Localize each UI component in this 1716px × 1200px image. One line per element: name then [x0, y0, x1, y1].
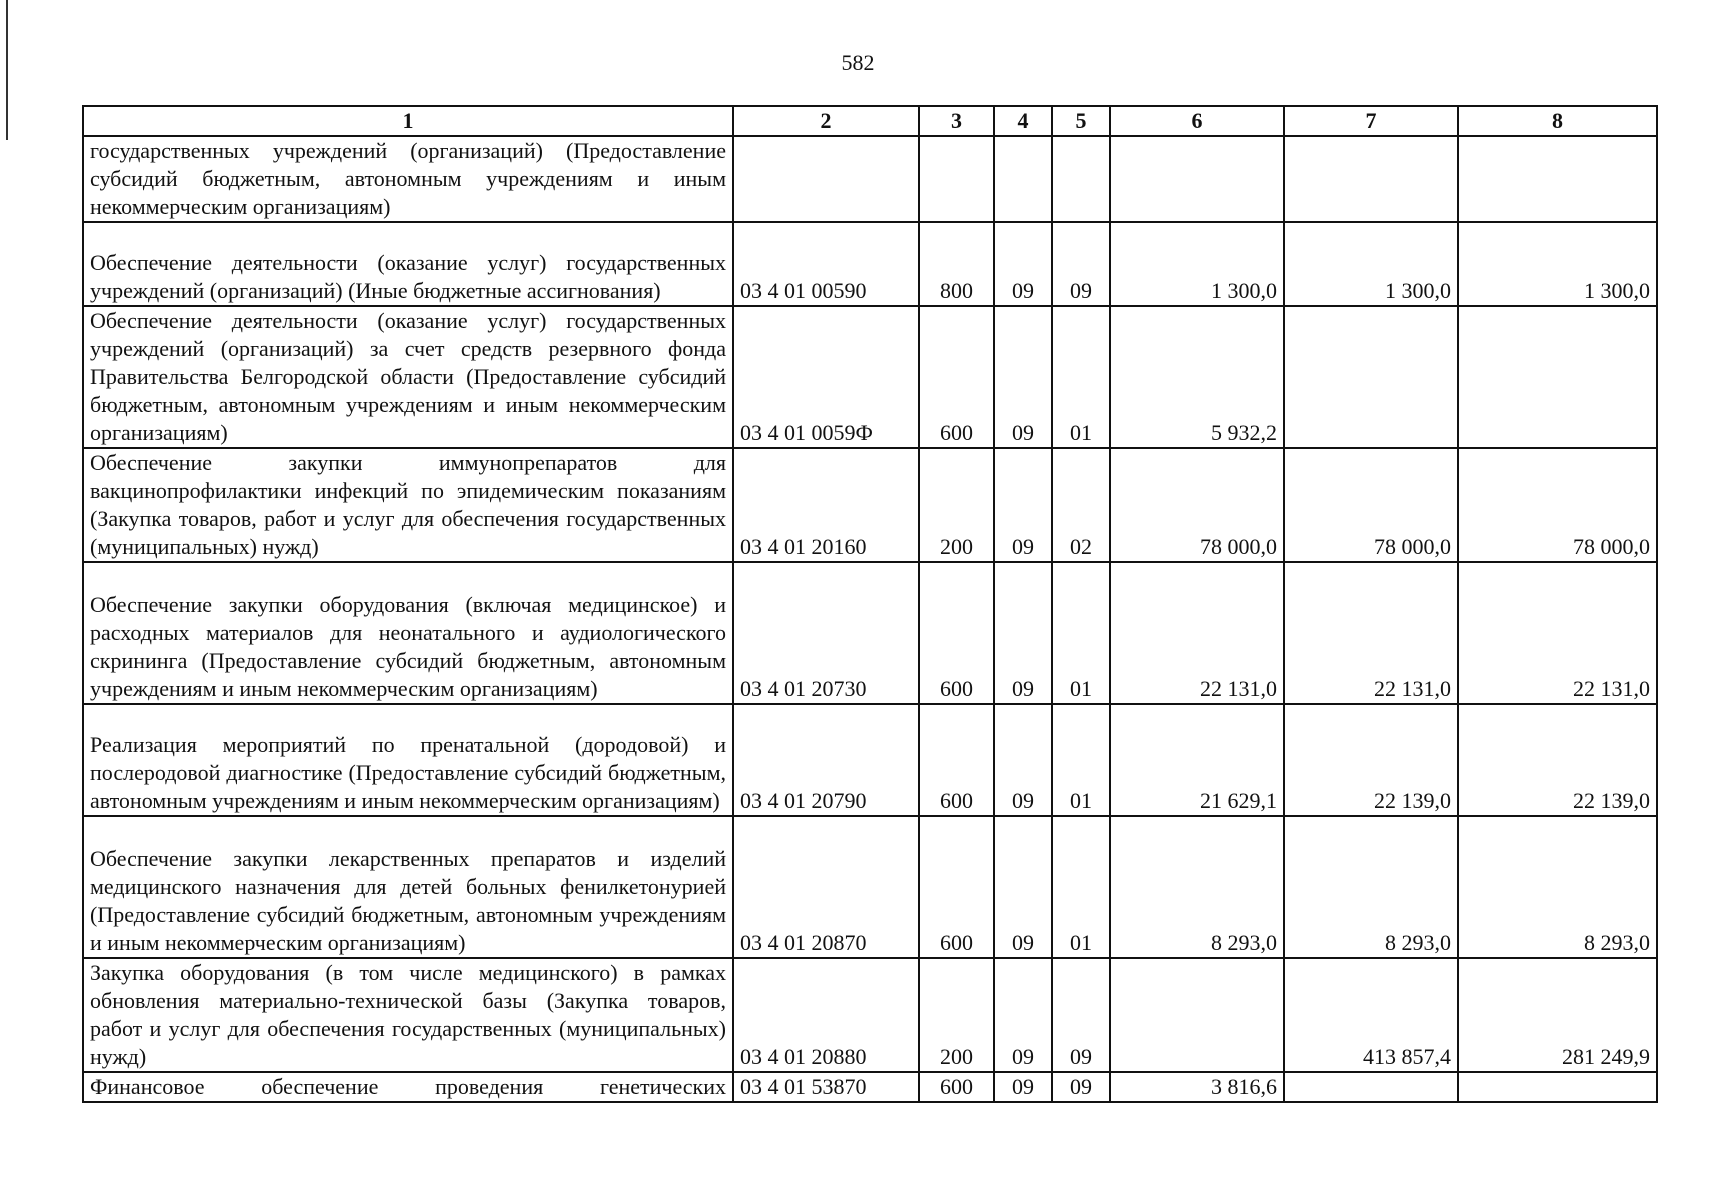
row-col7	[1284, 306, 1458, 448]
row-col4: 09	[994, 306, 1052, 448]
row-col3: 200	[919, 448, 994, 562]
table-row	[83, 1072, 1657, 1102]
row-col6: 1 300,0	[1110, 222, 1284, 306]
row-col6: 3 816,6	[1110, 1072, 1284, 1102]
row-col7	[1284, 1072, 1458, 1102]
row-col5: 09	[1052, 1072, 1110, 1102]
row-col6	[1110, 958, 1284, 1072]
row-col4: 09	[994, 816, 1052, 958]
row-description: Обеспечение закупки иммунопрепаратов для вакцинопрофилактики инфекций по эпидемическим показаниям (Закупка товаров, работ и услуг для обеспечения государственных (муниципальных) нужд)	[83, 448, 733, 562]
row-code	[733, 136, 919, 222]
page-number: 582	[841, 50, 875, 75]
row-col5: 01	[1052, 704, 1110, 816]
budget-table	[82, 105, 1658, 1103]
row-col6: 21 629,1	[1110, 704, 1284, 816]
row-col8: 78 000,0	[1458, 448, 1657, 562]
row-col4: 09	[994, 704, 1052, 816]
row-col5: 01	[1052, 306, 1110, 448]
row-col3: 800	[919, 222, 994, 306]
row-col5: 09	[1052, 958, 1110, 1072]
row-col4: 09	[994, 222, 1052, 306]
row-col7: 22 139,0	[1284, 704, 1458, 816]
row-col3	[919, 136, 994, 222]
table-row	[83, 704, 1657, 816]
row-col4: 09	[994, 448, 1052, 562]
row-col5	[1052, 136, 1110, 222]
row-code: 03 4 01 20730	[733, 562, 919, 704]
row-col3: 600	[919, 704, 994, 816]
column-header: 6	[1110, 106, 1284, 136]
row-col7: 78 000,0	[1284, 448, 1458, 562]
row-description: Обеспечение деятельности (оказание услуг) государственных учреждений (организаций) за счет средств резервного фонда Правительства Белгородской области (Предоставление субсидий бюджетным, автономным учреждениям и иным некоммерческим организациям)	[83, 306, 733, 448]
row-col8: 22 131,0	[1458, 562, 1657, 704]
row-description: Реализация мероприятий по пренатальной (дородовой) и послеродовой диагностике (Предоставление субсидий бюджетным, автономным учреждениям и иным некоммерческим организациям)	[83, 704, 733, 816]
row-col7	[1284, 136, 1458, 222]
row-col5: 02	[1052, 448, 1110, 562]
row-code: 03 4 01 20870	[733, 816, 919, 958]
row-description: Обеспечение деятельности (оказание услуг) государственных учреждений (организаций) (Иные бюджетные ассигнования)	[83, 222, 733, 306]
row-col8: 8 293,0	[1458, 816, 1657, 958]
row-col8: 1 300,0	[1458, 222, 1657, 306]
table-row	[83, 958, 1657, 1072]
row-col8	[1458, 306, 1657, 448]
row-description: Финансовое обеспечение проведения генетических	[83, 1072, 733, 1102]
row-col8: 22 139,0	[1458, 704, 1657, 816]
row-col6: 78 000,0	[1110, 448, 1284, 562]
column-header: 2	[733, 106, 919, 136]
table-row	[83, 222, 1657, 306]
table-row	[83, 448, 1657, 562]
column-header: 7	[1284, 106, 1458, 136]
row-col3: 600	[919, 306, 994, 448]
row-description: государственных учреждений (организаций) (Предоставление субсидий бюджетным, автономным учреждениям и иным некоммерческим организациям)	[83, 136, 733, 222]
row-col3: 600	[919, 1072, 994, 1102]
row-code: 03 4 01 20160	[733, 448, 919, 562]
row-col4: 09	[994, 562, 1052, 704]
row-description: Обеспечение закупки лекарственных препаратов и изделий медицинского назначения для детей больных фенилкетонурией (Предоставление субсидий бюджетным, автономным учреждениям и иным некоммерческим организациям)	[83, 816, 733, 958]
row-col3: 600	[919, 562, 994, 704]
table-row	[83, 816, 1657, 958]
row-col3: 600	[919, 816, 994, 958]
column-header: 4	[994, 106, 1052, 136]
row-col5: 01	[1052, 562, 1110, 704]
row-col6: 5 932,2	[1110, 306, 1284, 448]
row-col4: 09	[994, 1072, 1052, 1102]
table-row	[83, 562, 1657, 704]
row-code: 03 4 01 53870	[733, 1072, 919, 1102]
row-description: Закупка оборудования (в том числе медицинского) в рамках обновления материально-технической базы (Закупка товаров, работ и услуг для обеспечения государственных (муниципальных) нужд)	[83, 958, 733, 1072]
row-code: 03 4 01 20880	[733, 958, 919, 1072]
row-col4: 09	[994, 958, 1052, 1072]
column-header: 1	[83, 106, 733, 136]
table-row	[83, 306, 1657, 448]
column-header: 8	[1458, 106, 1657, 136]
row-col7: 22 131,0	[1284, 562, 1458, 704]
header-row	[83, 106, 1657, 136]
row-col6: 8 293,0	[1110, 816, 1284, 958]
table-row	[83, 136, 1657, 222]
row-col7: 1 300,0	[1284, 222, 1458, 306]
row-description: Обеспечение закупки оборудования (включая медицинское) и расходных материалов для неонатального и аудиологического скрининга (Предоставление субсидий бюджетным, автономным учреждениям и иным некоммерческим организациям)	[83, 562, 733, 704]
row-col6: 22 131,0	[1110, 562, 1284, 704]
row-col7: 413 857,4	[1284, 958, 1458, 1072]
column-header: 3	[919, 106, 994, 136]
row-col5: 01	[1052, 816, 1110, 958]
row-col5: 09	[1052, 222, 1110, 306]
row-code: 03 4 01 0059Ф	[733, 306, 919, 448]
column-header: 5	[1052, 106, 1110, 136]
row-code: 03 4 01 20790	[733, 704, 919, 816]
row-col8	[1458, 1072, 1657, 1102]
row-col3: 200	[919, 958, 994, 1072]
row-col8	[1458, 136, 1657, 222]
row-col8: 281 249,9	[1458, 958, 1657, 1072]
row-col7: 8 293,0	[1284, 816, 1458, 958]
row-col6	[1110, 136, 1284, 222]
row-code: 03 4 01 00590	[733, 222, 919, 306]
row-col4	[994, 136, 1052, 222]
